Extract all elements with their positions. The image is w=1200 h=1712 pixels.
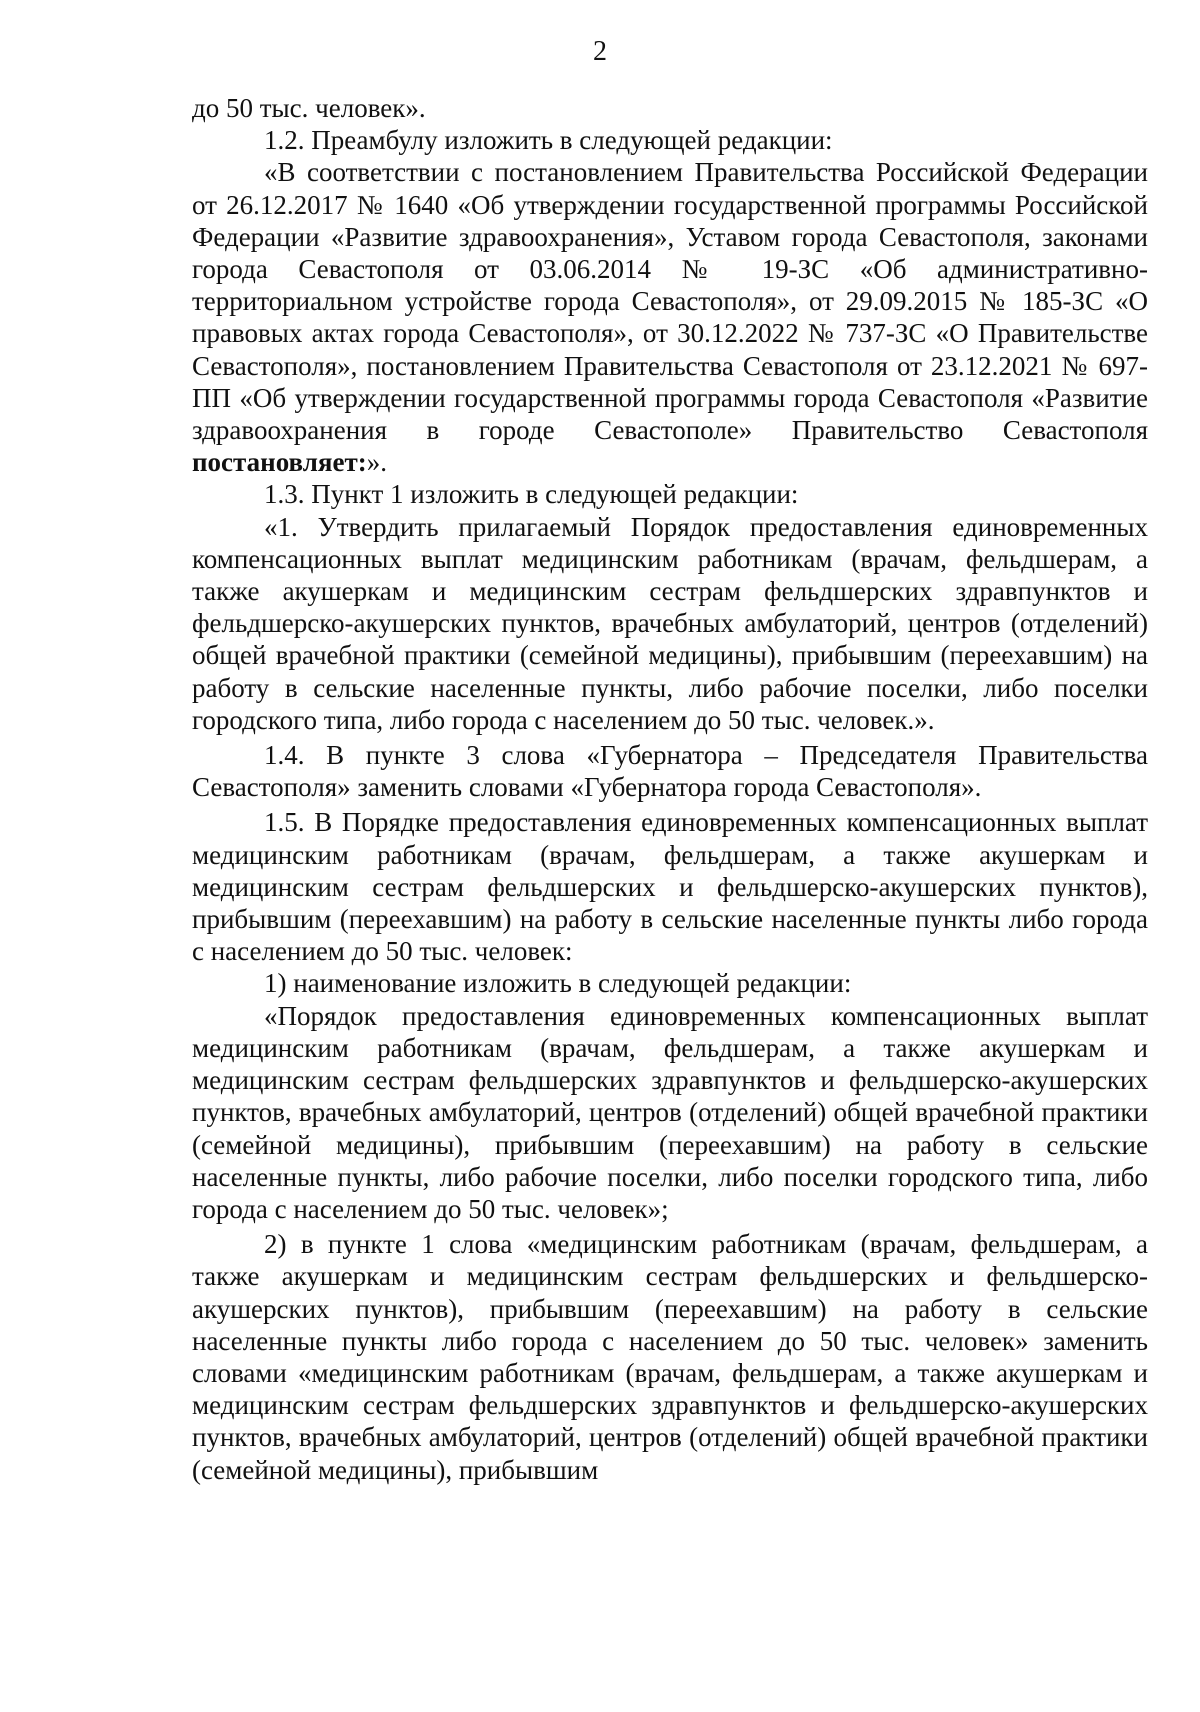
paragraph-1-4: 1.4. В пункте 3 слова «Губернатора – Председателя Правительства Севастополя» заменить словами «Губернатора города Севастополя».: [192, 740, 1148, 803]
paragraph-1-3: 1.3. Пункт 1 изложить в следующей редакции:: [264, 479, 799, 510]
paragraph-item-1: 1) наименование изложить в следующей редакции:: [264, 968, 852, 999]
preamble-bold-word: постановляет:: [192, 447, 367, 478]
paragraph-preamble: [192, 156, 1148, 478]
paragraph-point-1: «1. Утвердить прилагаемый Порядок предоставления единовременных компенсационных выплат медицинским работникам (врачам, фельдшерам, а также акушеркам и медицинским сестрам фельдшерских здравпунктов и фельдшерско-акушерских пунктов, врачебных амбулаторий, центров (отделений) общей врачебной практики (семейной медицины), прибывшим (переехавшим) на работу в сельские населенные пункты, либо рабочие поселки, либо поселки городского типа, либо города с населением до 50 тыс. человек.».: [192, 511, 1148, 735]
paragraph-continuation: до 50 тыс. человек».: [192, 93, 426, 123]
paragraph-1-5: 1.5. В Порядке предоставления единовременных компенсационных выплат медицинским работникам (врачам, фельдшерам, а также акушеркам и медицинским сестрам фельдшерских и фельдшерско-акушерских пунктов), прибывшим (переехавшим) на работу в сельские населенные пункты либо города с населением до 50 тыс. человек:: [192, 807, 1148, 967]
paragraph-item-2: 2) в пункте 1 слова «медицинским работникам (врачам, фельдшерам, а также акушеркам и медицинским сестрам фельдшерских и фельдшерско-акушерских пунктов), прибывшим (переехавшим) на работу в сельские населенные пункты либо города с населением до 50 тыс. человек» заменить словами «медицинским работникам (врачам, фельдшерам, а также акушеркам и медицинским сестрам фельдшерских здравпунктов и фельдшерско-акушерских пунктов, врачебных амбулаторий, центров (отделений) общей врачебной практики (семейной медицины), прибывшим: [192, 1229, 1148, 1485]
paragraph-1-2: 1.2. Преамбулу изложить в следующей редакции:: [264, 125, 833, 156]
preamble-closing: ».: [366, 447, 387, 478]
document-body: [192, 92, 1148, 1486]
paragraph-title-text: «Порядок предоставления единовременных компенсационных выплат медицинским работникам (врачам, фельдшерам, а также акушеркам и медицинским сестрам фельдшерских здравпунктов и фельдшерско-акушерских пунктов, врачебных амбулаторий, центров (отделений) общей врачебной практики (семейной медицины), прибывшим (переехавшим) на работу в сельские населенные пункты, либо рабочие поселки, либо поселки городского типа, либо города с населением до 50 тыс. человек»;: [192, 1000, 1148, 1224]
preamble-text: «В соответствии с постановлением Правительства Российской Федерации от 26.12.2017 № 1640 «Об утверждении государственной программы Российской Федерации «Развитие здравоохранения», Уставом города Севастополя, законами города Севастополя от 03.06.2014 № 19-ЗС «Об административно-территориальном устройстве города Севастополя», от 29.09.2015 № 185-ЗС «О правовых актах города Севастополя», от 30.12.2022 № 737-ЗС «О Правительстве Севастополя», постановлением Правительства Севастополя от 23.12.2021 № 697-ПП «Об утверждении государственной программы города Севастополя «Развитие здравоохранения в городе Севастополе» Правительство Севастополя: [192, 157, 1148, 446]
page-number: 2: [593, 36, 607, 67]
